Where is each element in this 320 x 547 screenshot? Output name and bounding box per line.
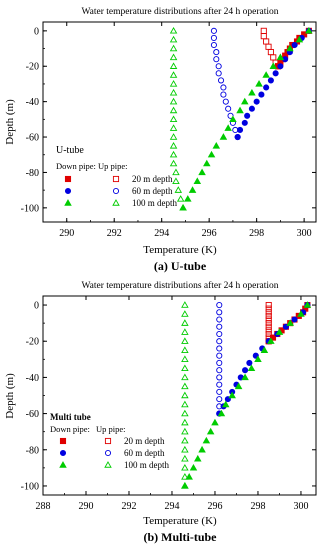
data-point-60-m-depth-up: [217, 382, 222, 387]
x-tick-label: 300: [293, 501, 309, 512]
chart-a-y-axis-label: Depth (m): [4, 99, 16, 145]
x-tick-label: 294: [164, 501, 180, 512]
legend-marker-down-triangle: [60, 462, 66, 467]
legend-marker-down-square: [65, 176, 70, 181]
chart-a-legend-markers: [65, 176, 119, 205]
data-point-60-m-depth-up: [211, 42, 216, 47]
chart-b-legend-entry-20m: 20 m depth: [124, 436, 165, 446]
chart-u-tube: [4, 6, 316, 273]
legend-marker-up-square: [113, 176, 118, 181]
data-point-100-m-depth-down: [249, 365, 255, 370]
data-point-100-m-depth-down: [199, 169, 205, 174]
data-point-100-m-depth-down: [242, 99, 248, 104]
data-point-60-m-depth-up: [217, 331, 222, 336]
data-point-100-m-depth-up: [171, 143, 177, 148]
data-point-100-m-depth-down: [209, 152, 215, 157]
data-point-100-m-depth-up: [182, 320, 188, 325]
data-point-60-m-depth-up: [221, 92, 226, 97]
x-tick-label: 290: [59, 228, 75, 239]
data-point-100-m-depth-down: [220, 134, 226, 139]
data-point-60-m-depth-down: [273, 71, 278, 76]
y-tick-label: -60: [25, 409, 39, 421]
y-tick-label: -20: [25, 336, 39, 348]
data-point-20-m-depth-up: [266, 321, 271, 326]
data-point-100-m-depth-up: [171, 72, 177, 77]
data-point-60-m-depth-down: [247, 360, 252, 365]
data-point-100-m-depth-down: [190, 187, 196, 192]
data-point-100-m-depth-down: [195, 456, 201, 461]
x-tick-label: 292: [121, 501, 137, 512]
data-point-60-m-depth-down: [278, 64, 283, 69]
y-tick-label: -100: [20, 481, 39, 493]
data-point-20-m-depth-up: [261, 28, 266, 33]
chart-a-legend-entry-60m: 60 m depth: [132, 186, 173, 196]
data-point-100-m-depth-down: [237, 108, 243, 113]
data-point-100-m-depth-down: [213, 143, 219, 148]
chart-a-legend-entry-100m: 100 m depth: [132, 198, 177, 208]
data-point-100-m-depth-down: [204, 161, 210, 166]
data-point-60-m-depth-down: [292, 42, 297, 47]
chart-b-legend-down-label: Down pipe:: [50, 424, 90, 434]
y-tick-label: -100: [20, 203, 39, 215]
y-tick-label: -60: [25, 132, 39, 144]
data-point-100-m-depth-down: [185, 196, 191, 201]
data-point-100-m-depth-up: [182, 329, 188, 334]
y-tick-label: -80: [25, 445, 39, 457]
data-point-20-m-depth-up: [266, 317, 271, 322]
data-point-100-m-depth-up: [171, 134, 177, 139]
data-point-100-m-depth-up: [171, 90, 177, 95]
data-point-100-m-depth-up: [173, 178, 179, 183]
data-point-20-m-depth-up: [266, 310, 271, 315]
data-point-100-m-depth-up: [182, 356, 188, 361]
data-point-60-m-depth-up: [223, 99, 228, 104]
chart-b-title: Water temperature distributions after 24 h operation: [81, 281, 279, 291]
data-point-20-m-depth-up: [266, 328, 271, 333]
data-point-100-m-depth-up: [171, 81, 177, 86]
chart-b-y-axis-label: Depth (m): [4, 373, 16, 419]
data-point-60-m-depth-up: [217, 317, 222, 322]
data-point-60-m-depth-up: [217, 360, 222, 365]
chart-a-legend: [56, 145, 177, 208]
data-point-20-m-depth-up: [268, 49, 273, 54]
data-point-60-m-depth-down: [242, 120, 247, 125]
data-point-100-m-depth-up: [182, 411, 188, 416]
data-point-100-m-depth-down: [249, 90, 255, 95]
data-point-100-m-depth-up: [182, 429, 188, 434]
legend-marker-down-triangle: [65, 200, 71, 205]
data-point-100-m-depth-up: [171, 63, 177, 68]
data-point-20-m-depth-up: [266, 44, 271, 49]
data-point-100-m-depth-down: [225, 125, 231, 130]
legend-marker-up-circle: [105, 450, 110, 455]
x-tick-label: 298: [249, 228, 265, 239]
data-point-100-m-depth-up: [182, 402, 188, 407]
data-point-100-m-depth-up: [175, 187, 181, 192]
legend-marker-up-triangle: [113, 200, 119, 205]
y-tick-label: -40: [25, 372, 39, 384]
data-point-100-m-depth-up: [182, 447, 188, 452]
x-tick-label: 300: [296, 228, 312, 239]
data-point-100-m-depth-up: [171, 99, 177, 104]
data-point-60-m-depth-up: [217, 375, 222, 380]
data-point-100-m-depth-up: [182, 393, 188, 398]
chart-b-x-ticks: [36, 296, 309, 512]
data-point-60-m-depth-up: [221, 85, 226, 90]
chart-a-data-marks: [171, 28, 312, 210]
data-point-20-m-depth-up: [271, 55, 276, 60]
chart-b-legend-up-label: Up pipe:: [96, 424, 126, 434]
data-point-100-m-depth-up: [182, 347, 188, 352]
data-point-100-m-depth-up: [171, 37, 177, 42]
data-point-100-m-depth-down: [212, 420, 218, 425]
chart-a-caption: (a) U-tube: [153, 259, 207, 273]
data-point-100-m-depth-down: [256, 81, 262, 86]
chart-b-caption: (b) Multi-tube: [143, 530, 217, 544]
data-point-60-m-depth-up: [217, 346, 222, 351]
data-point-60-m-depth-up: [217, 339, 222, 344]
data-point-100-m-depth-up: [182, 474, 188, 479]
data-point-60-m-depth-down: [242, 368, 247, 373]
data-point-100-m-depth-up: [171, 46, 177, 51]
data-point-60-m-depth-up: [217, 324, 222, 329]
y-tick-label: 0: [34, 26, 39, 38]
data-point-20-m-depth-up: [266, 324, 271, 329]
x-tick-label: 292: [106, 228, 122, 239]
data-point-60-m-depth-down: [292, 317, 297, 322]
y-tick-label: -20: [25, 61, 39, 73]
legend-marker-down-square: [60, 438, 65, 443]
data-point-100-m-depth-down: [263, 72, 269, 77]
data-point-100-m-depth-up: [182, 311, 188, 316]
data-point-100-m-depth-up: [182, 456, 188, 461]
data-point-20-m-depth-up: [266, 306, 271, 311]
chart-a-legend-entry-20m: 20 m depth: [132, 174, 173, 184]
data-point-60-m-depth-up: [211, 35, 216, 40]
data-point-60-m-depth-down: [264, 85, 269, 90]
data-point-60-m-depth-up: [216, 71, 221, 76]
data-point-60-m-depth-up: [217, 397, 222, 402]
data-point-60-m-depth-down: [245, 113, 250, 118]
chart-b-legend-title: Multi tube: [50, 412, 91, 422]
chart-a-x-axis-label: Temperature (K): [143, 244, 217, 256]
x-tick-label: 296: [207, 501, 223, 512]
chart-b-legend-entry-60m: 60 m depth: [124, 448, 165, 458]
data-point-60-m-depth-down: [268, 78, 273, 83]
chart-a-legend-down-label: Down pipe:: [56, 161, 96, 171]
chart-a-title: Water temperature distributions after 24 h operation: [81, 7, 279, 17]
legend-marker-up-circle: [113, 188, 118, 193]
chart-b-legend: [50, 412, 169, 470]
data-point-20-m-depth-up: [266, 302, 271, 307]
y-tick-label: -40: [25, 97, 39, 109]
chart-a-legend-title: U-tube: [56, 145, 84, 156]
y-tick-label: 0: [34, 300, 39, 312]
data-point-100-m-depth-up: [182, 302, 188, 307]
data-point-60-m-depth-up: [217, 302, 222, 307]
data-point-60-m-depth-down: [259, 92, 264, 97]
chart-a-legend-up-label: Up pipe:: [98, 161, 128, 171]
data-point-100-m-depth-down: [194, 178, 200, 183]
data-point-100-m-depth-up: [171, 28, 177, 33]
data-point-60-m-depth-up: [214, 57, 219, 62]
x-tick-label: 298: [250, 501, 266, 512]
data-point-100-m-depth-up: [171, 125, 177, 130]
data-point-100-m-depth-down: [230, 116, 236, 121]
chart-b-plot-frame: [43, 296, 316, 495]
data-point-60-m-depth-up: [217, 310, 222, 315]
data-point-60-m-depth-up: [217, 353, 222, 358]
data-point-60-m-depth-up: [218, 78, 223, 83]
data-point-100-m-depth-up: [182, 338, 188, 343]
data-point-20-m-depth-up: [266, 313, 271, 318]
y-tick-label: -80: [25, 167, 39, 179]
data-point-100-m-depth-down: [199, 447, 205, 452]
data-point-100-m-depth-up: [171, 152, 177, 157]
data-point-100-m-depth-up: [182, 365, 188, 370]
chart-b-legend-entry-100m: 100 m depth: [124, 460, 169, 470]
data-point-100-m-depth-down: [190, 465, 196, 470]
data-point-60-m-depth-down: [254, 99, 259, 104]
data-point-100-m-depth-up: [178, 196, 184, 201]
data-point-100-m-depth-up: [173, 169, 179, 174]
data-point-60-m-depth-up: [226, 106, 231, 111]
chart-b-legend-markers: [60, 438, 111, 467]
data-point-60-m-depth-up: [214, 49, 219, 54]
data-point-60-m-depth-down: [249, 106, 254, 111]
data-point-60-m-depth-up: [216, 64, 221, 69]
x-tick-label: 296: [201, 228, 217, 239]
data-point-100-m-depth-up: [171, 116, 177, 121]
data-point-60-m-depth-up: [217, 389, 222, 394]
data-point-100-m-depth-up: [171, 161, 177, 166]
chart-b-data-marks: [182, 302, 311, 488]
legend-marker-down-circle: [60, 450, 65, 455]
chart-b-x-axis-label: Temperature (K): [143, 515, 217, 527]
data-point-100-m-depth-up: [171, 108, 177, 113]
data-point-100-m-depth-up: [182, 465, 188, 470]
data-point-100-m-depth-up: [182, 374, 188, 379]
data-point-60-m-depth-up: [211, 28, 216, 33]
data-point-100-m-depth-up: [171, 54, 177, 59]
x-tick-label: 288: [35, 501, 51, 512]
data-point-100-m-depth-up: [182, 420, 188, 425]
legend-marker-up-square: [105, 438, 110, 443]
legend-marker-down-circle: [65, 188, 70, 193]
legend-marker-up-triangle: [105, 462, 111, 467]
chart-multi-tube: [4, 280, 316, 544]
data-point-100-m-depth-up: [182, 438, 188, 443]
x-tick-label: 294: [154, 228, 170, 239]
data-point-20-m-depth-up: [264, 39, 269, 44]
data-point-60-m-depth-up: [217, 368, 222, 373]
data-point-100-m-depth-down: [203, 438, 209, 443]
data-point-20-m-depth-up: [261, 34, 266, 39]
data-point-100-m-depth-up: [182, 383, 188, 388]
x-tick-label: 290: [78, 501, 94, 512]
data-point-100-m-depth-down: [208, 429, 214, 434]
